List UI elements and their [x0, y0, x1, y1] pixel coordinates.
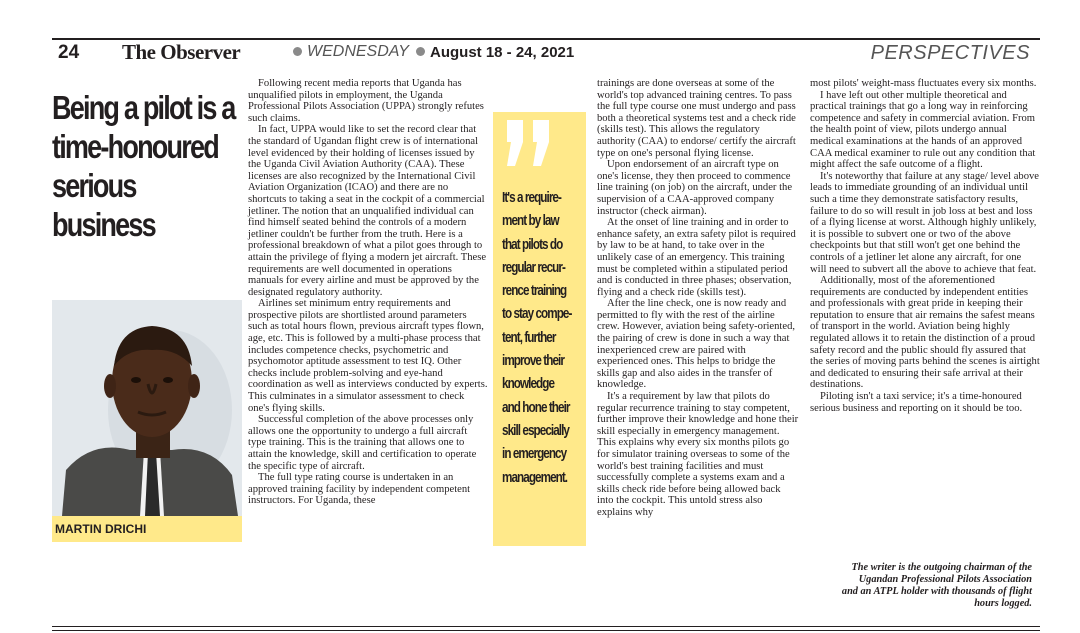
- paragraph: Piloting isn't a taxi service; it's a time-honoured serious business and reporting on it should be too.: [810, 391, 1023, 414]
- pull-quote-line: to stay compe-: [502, 305, 572, 323]
- headline-line: Being a pilot is a: [52, 89, 235, 126]
- headline-line: serious business: [52, 167, 155, 243]
- pull-quote-line: It's a require-: [502, 189, 561, 206]
- paragraph: I have left out other multiple theoretical and practical trainings that go a long way in reinforcing competence and safety in commercial aviation. From the health point of view, pilots undergo annual medical examinations at the hands of an approved CAA medical examiner to rule out any condition that might affect the safe outcome of a flight.: [810, 89, 1036, 171]
- pull-quote-line: rence training: [502, 282, 567, 300]
- author-portrait-illustration: [52, 300, 242, 516]
- pull-quote-line: knowledge: [502, 375, 555, 393]
- signoff-line: and an ATPL holder with thousands of flight: [841, 586, 1032, 597]
- pull-quote-line: improve their: [502, 352, 564, 370]
- separator-dot-icon: [416, 47, 425, 56]
- paragraph: Upon endorsement of an aircraft type on one's license, they then proceed to commence line training (on job) on the aircraft, under the supervision of a CAA-approved company instructor (check airman).: [597, 159, 793, 217]
- article-column-1: [248, 78, 488, 507]
- author-signoff: [810, 562, 1032, 610]
- paragraph: It's a requirement by law that pilots do regular recurrence training to stay competent, further improve their knowledge and hone their skill especially in emergency management. This explains why every six months pilots go for simulator training overseas to some of the world's best training facilities and must successfully complete a systems exam and a skills check ride before being allowed back into the cockpit. This untold stress also explains why: [597, 391, 799, 518]
- pull-quote-line: in emergency: [502, 445, 567, 463]
- issue-dates: August 18 - 24, 2021: [430, 44, 575, 61]
- paragraph: Airlines set minimum entry requirements and prospective pilots are shortlisted around parameters such as total hours flown, previous aircraft types flown, age, etc. This is followed by a multi-phase process that includes competence checks, psychometric and psychomotor aptitude assessment to test IQ. Other checks include problem-solving and eye-hand coordination as well as interviews conducted by experts. This culminates in a simulator assessment to check one's flying skills.: [248, 298, 488, 414]
- pull-quote-line: and hone their: [502, 398, 570, 416]
- signoff-line: The writer is the outgoing chairman of the: [851, 562, 1032, 573]
- section-title: PERSPECTIVES: [870, 42, 1030, 64]
- author-caption: MARTIN DRICHI: [52, 516, 242, 542]
- page-header: [52, 38, 1040, 66]
- paragraph: trainings are done overseas at some of the world's top advanced training centres. To pass the full type course one must undergo and pass both a theoretical systems test and a check ride (skills test). This allows the regulatory authority (CAA) to endorse/ certify the aircraft type on one's personal flying license.: [597, 78, 796, 159]
- pull-quote-line: that pilots do: [502, 235, 563, 253]
- author-photo: [52, 300, 242, 516]
- paragraph: After the line check, one is now ready and permitted to fly with the rest of the airline crew. However, aviation being safety-oriented, the pairing of crew is done in such a way that inexperienced crew are paired with experienced ones. This helps to bridge the skills gap and also aides in the transfer of knowledge.: [597, 298, 796, 391]
- paragraph: Additionally, most of the aforementioned requirements are conducted by independent entities and professionals with great pride in keeping their reputation to ensure that air remains the safest means of transport in the world. Aviation being highly regulated allows it to retain the distinction of a proud safety record and the public should fly assured that the series of moving parts behind the scenes is airtight and dedicated to ensuring their safe arrival at their destinations.: [810, 275, 1040, 391]
- footer-rule: [52, 630, 1040, 631]
- signoff-line: Ugandan Professional Pilots Association: [858, 574, 1032, 585]
- paragraph: Following recent media reports that Uganda has unqualified pilots in employment, the Uganda Professional Pilots Association (UPPA) strongly refutes such claims.: [248, 78, 484, 124]
- pull-quote-line: management.: [502, 468, 568, 486]
- headline-line: time-honoured: [52, 128, 218, 165]
- article-column-3: [810, 78, 1040, 414]
- paragraph: At the onset of line training and in order to enhance safety, an extra safety pilot is required by law to be at hand, to take over in the unlikely case of an emergency. This training must be completed within a stipulated period and is conducted in three phases; observation, flying and a check ride (skills test).: [597, 217, 796, 298]
- paragraph: The full type rating course is undertaken in an approved training facility by independent competent instructors. For Uganda, these: [248, 472, 471, 507]
- quote-mark-icon: [503, 120, 555, 168]
- pull-quote-text: [502, 186, 586, 489]
- signoff-line: hours logged.: [974, 598, 1032, 609]
- paragraph: most pilots' weight-mass fluctuates every six months.: [810, 78, 1037, 89]
- paragraph: In fact, UPPA would like to set the record clear that the standard of Ugandan flight crew is of international level evidenced by their holding of licenses issued by the Uganda Civil Aviation Authority (CAA). These licenses are also recognized by the International Civil Aviation Organization (ICAO) and there are no shortcuts to taking a seat in the cockpit of a commercial jetliner. The notion that an unqualified individual can find himself seated behind the controls of a modern jetliner couldn't be further from the truth. Here is a professional breakdown of what a pilot goes through to attain the privilege of flying a modern jet aircraft. These requirements are well documented in operations manuals for every airline and must be approved by the designated regulatory authority.: [248, 124, 487, 298]
- pull-quote-line: regular recur-: [502, 258, 565, 276]
- separator-dot-icon: [293, 47, 302, 56]
- issue-day: WEDNESDAY: [307, 43, 409, 60]
- masthead-logo: The Observer: [122, 40, 241, 64]
- article-column-2: [597, 78, 799, 519]
- pull-quote-line: tent, further: [502, 328, 556, 346]
- pull-quote-box: [493, 112, 586, 546]
- paragraph: It's noteworthy that failure at any stage/ level above leads to immediate grounding of an individual until such a time they demonstrate satisfactory results, failure to do so will result in job loss at best and loss of a flying license at worst. Although highly unlikely, it is possible to subvert one or two of the above checkpoints but that still won't get one behind the controls of a jetliner let alone any aircraft, for one will need to subvert all the above to achieve that feat.: [810, 170, 1040, 275]
- paragraph: Successful completion of the above processes only allows one the opportunity to undergo a full aircraft type training. This is the training that allows one to attain the knowledge, skill and certification to operate the specific type of aircraft.: [248, 414, 477, 472]
- headline: [52, 88, 242, 244]
- footer-rule: [52, 626, 1040, 627]
- pull-quote-line: ment by law: [502, 212, 559, 230]
- page-number: 24: [58, 42, 80, 63]
- pull-quote-line: skill especially: [502, 421, 569, 439]
